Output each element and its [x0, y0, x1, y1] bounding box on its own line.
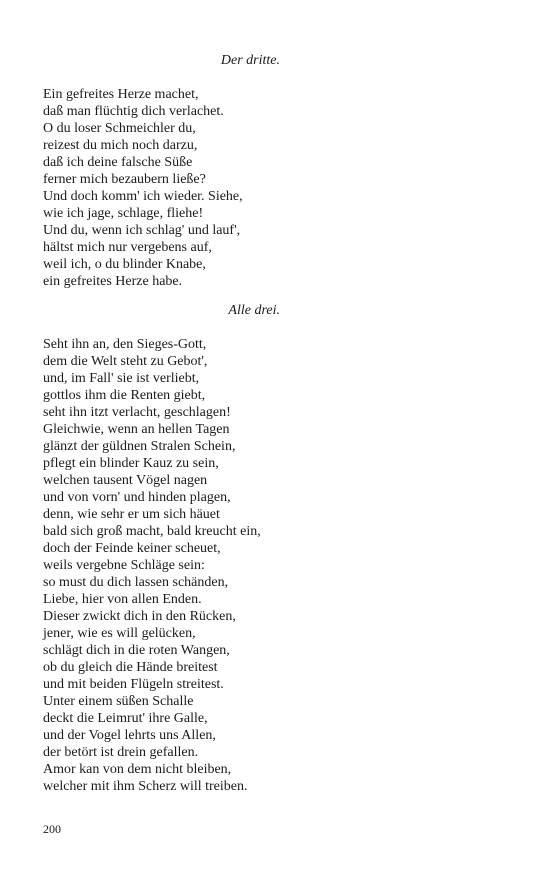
verse-line: Gleichwie, wenn an hellen Tagen — [43, 422, 230, 437]
page-number: 200 — [43, 822, 61, 836]
verse-line: schlägt dich in die roten Wangen, — [43, 643, 230, 658]
verse-line: deckt die Leimrut' ihre Galle, — [43, 711, 208, 726]
verse-line: Liebe, hier von allen Enden. — [43, 592, 202, 607]
section-heading-alle-drei: Alle drei. — [228, 303, 280, 318]
verse-line: weil ich, o du blinder Knabe, — [43, 257, 206, 272]
verse-line: daß man flüchtig dich verlachet. — [43, 104, 224, 119]
verse-line: Dieser zwickt dich in den Rücken, — [43, 609, 236, 624]
verse-line: gottlos ihm die Renten giebt, — [43, 388, 206, 403]
verse-line: Seht ihn an, den Sieges-Gott, — [43, 337, 207, 352]
verse-line: glänzt der güldnen Stralen Schein, — [43, 439, 236, 454]
verse-line: O du loser Schmeichler du, — [43, 121, 196, 136]
verse-line: Unter einem süßen Schalle — [43, 694, 194, 709]
verse-line: reizest du mich noch darzu, — [43, 138, 198, 153]
verse-line: weils vergebne Schläge sein: — [43, 558, 205, 573]
stanza-der-dritte — [43, 86, 243, 290]
verse-line: und, im Fall' sie ist verliebt, — [43, 371, 200, 386]
verse-line: ob du gleich die Hände breitest — [43, 660, 218, 675]
verse-line: so must du dich lassen schänden, — [43, 575, 229, 590]
verse-line: und mit beiden Flügeln streitest. — [43, 677, 224, 692]
verse-line: Ein gefreites Herze machet, — [43, 87, 199, 102]
verse-line: und der Vogel lehrts uns Allen, — [43, 728, 216, 743]
verse-line: wie ich jage, schlage, fliehe! — [43, 206, 204, 221]
section-heading-der-dritte: Der dritte. — [220, 53, 280, 68]
verse-line: welchen tausent Vögel nagen — [43, 473, 208, 488]
verse-line: welcher mit ihm Scherz will treiben. — [43, 779, 248, 794]
verse-line: doch der Feinde keiner scheuet, — [43, 541, 221, 556]
verse-line: und von vorn' und hinden plagen, — [43, 490, 231, 505]
verse-line: der betört ist drein gefallen. — [43, 745, 199, 760]
verse-line: Amor kan von dem nicht bleiben, — [43, 762, 232, 777]
verse-line: pflegt ein blinder Kauz zu sein, — [43, 456, 219, 471]
verse-line: daß ich deine falsche Süße — [43, 155, 193, 170]
verse-line: hältst mich nur vergebens auf, — [43, 240, 212, 255]
stanza-alle-drei — [43, 336, 261, 795]
verse-line: Und du, wenn ich schlag' und lauf', — [43, 223, 241, 238]
verse-line: bald sich groß macht, bald kreucht ein, — [43, 524, 261, 539]
verse-line: ein gefreites Herze habe. — [43, 274, 183, 289]
verse-line: denn, wie sehr er um sich häuet — [43, 507, 220, 522]
verse-line: seht ihn itzt verlacht, geschlagen! — [43, 405, 231, 420]
verse-line: Und doch komm' ich wieder. Siehe, — [43, 189, 243, 204]
verse-line: ferner mich bezaubern ließe? — [43, 172, 206, 187]
verse-line: dem die Welt steht zu Gebot', — [43, 354, 208, 369]
verse-line: jener, wie es will gelücken, — [43, 626, 196, 641]
